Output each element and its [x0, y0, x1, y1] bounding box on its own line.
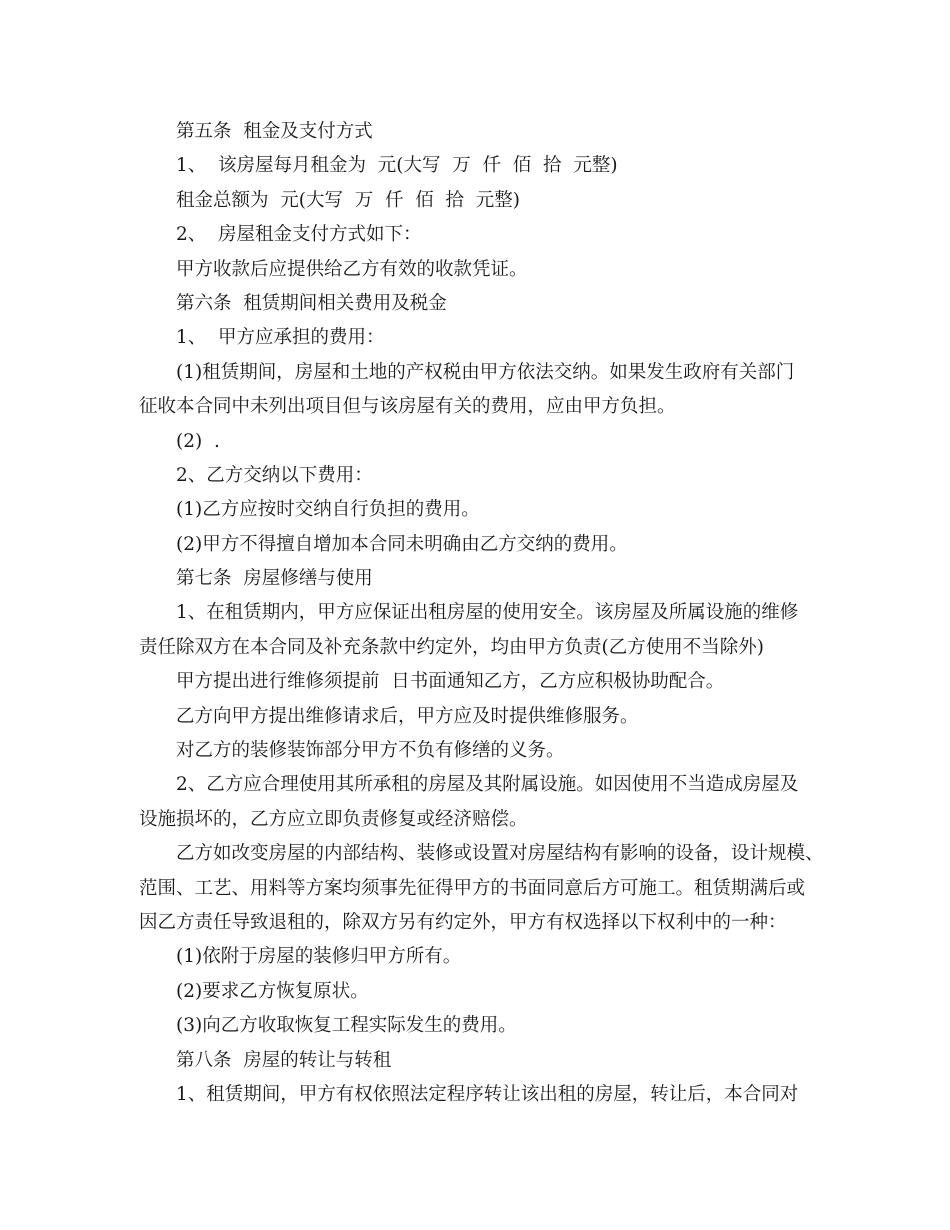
paragraph-line: 乙方如改变房屋的内部结构、装修或设置对房屋结构有影响的设备，设计规模、: [176, 843, 824, 865]
paragraph-continuation: 因乙方责任导致退租的，除双方另有约定外，甲方有权选择以下权利中的一种：: [139, 911, 787, 933]
document-body: [139, 115, 829, 1112]
paragraph-line: (1)依附于房屋的装修归甲方所有。: [176, 946, 462, 968]
paragraph-line: 1、 该房屋每月租金为 元(大写 万 仟 佰 拾 元整): [176, 155, 618, 177]
paragraph-line: 对乙方的装修装饰部分甲方不负有修缮的义务。: [176, 740, 565, 762]
paragraph-line: (3)向乙方收取恢复工程实际发生的费用。: [176, 1015, 517, 1037]
article-heading: 第七条 房屋修缮与使用: [176, 568, 373, 590]
paragraph-line: 2、乙方交纳以下费用：: [176, 464, 373, 486]
paragraph-continuation: 征收本合同中未列出项目但与该房屋有关的费用，应由甲方负担。: [139, 396, 676, 418]
paragraph-line: (1)乙方应按时交纳自行负担的费用。: [176, 499, 480, 521]
paragraph-line: 1、 甲方应承担的费用：: [176, 327, 385, 349]
paragraph-line: 1、在租赁期内，甲方应保证出租房屋的使用安全。该房屋及所属设施的维修: [176, 602, 799, 624]
paragraph-line: (2)甲方不得擅自增加本合同未明确由乙方交纳的费用。: [176, 533, 628, 555]
paragraph-line: 甲方提出进行维修须提前 日书面通知乙方，乙方应积极协助配合。: [176, 671, 725, 693]
paragraph-line: 2、乙方应合理使用其所承租的房屋及其附属设施。如因使用不当造成房屋及: [176, 774, 799, 796]
article-heading: 第六条 租赁期间相关费用及税金: [176, 292, 447, 314]
paragraph-continuation: 范围、工艺、用料等方案均须事先征得甲方的书面同意后方可施工。租赁期满后或: [139, 877, 806, 899]
paragraph-line: 租金总额为 元(大写 万 仟 佰 拾 元整): [176, 189, 521, 211]
paragraph-continuation: 责任除双方在本合同及补充条款中约定外，均由甲方负责(乙方使用不当除外): [139, 636, 764, 658]
article-heading: 第五条 租金及支付方式: [176, 121, 373, 142]
paragraph-line: 乙方向甲方提出维修请求后，甲方应及时提供维修服务。: [176, 705, 639, 727]
paragraph-continuation: 设施损坏的，乙方应立即负责修复或经济赔偿。: [139, 808, 528, 830]
paragraph-line: 甲方收款后应提供给乙方有效的收款凭证。: [176, 258, 528, 280]
article-heading: 第八条 房屋的转让与转租: [176, 1049, 392, 1071]
paragraph-line: (2)要求乙方恢复原状。: [176, 980, 369, 1002]
paragraph-line: (1)租赁期间，房屋和土地的产权税由甲方依法交纳。如果发生政府有关部门: [176, 361, 795, 383]
paragraph-line: 1、租赁期间，甲方有权依照法定程序转让该出租的房屋，转让后，本合同对: [176, 1083, 799, 1105]
paragraph-line: (2) .: [176, 430, 220, 452]
paragraph-line: 2、 房屋租金支付方式如下：: [176, 224, 422, 246]
